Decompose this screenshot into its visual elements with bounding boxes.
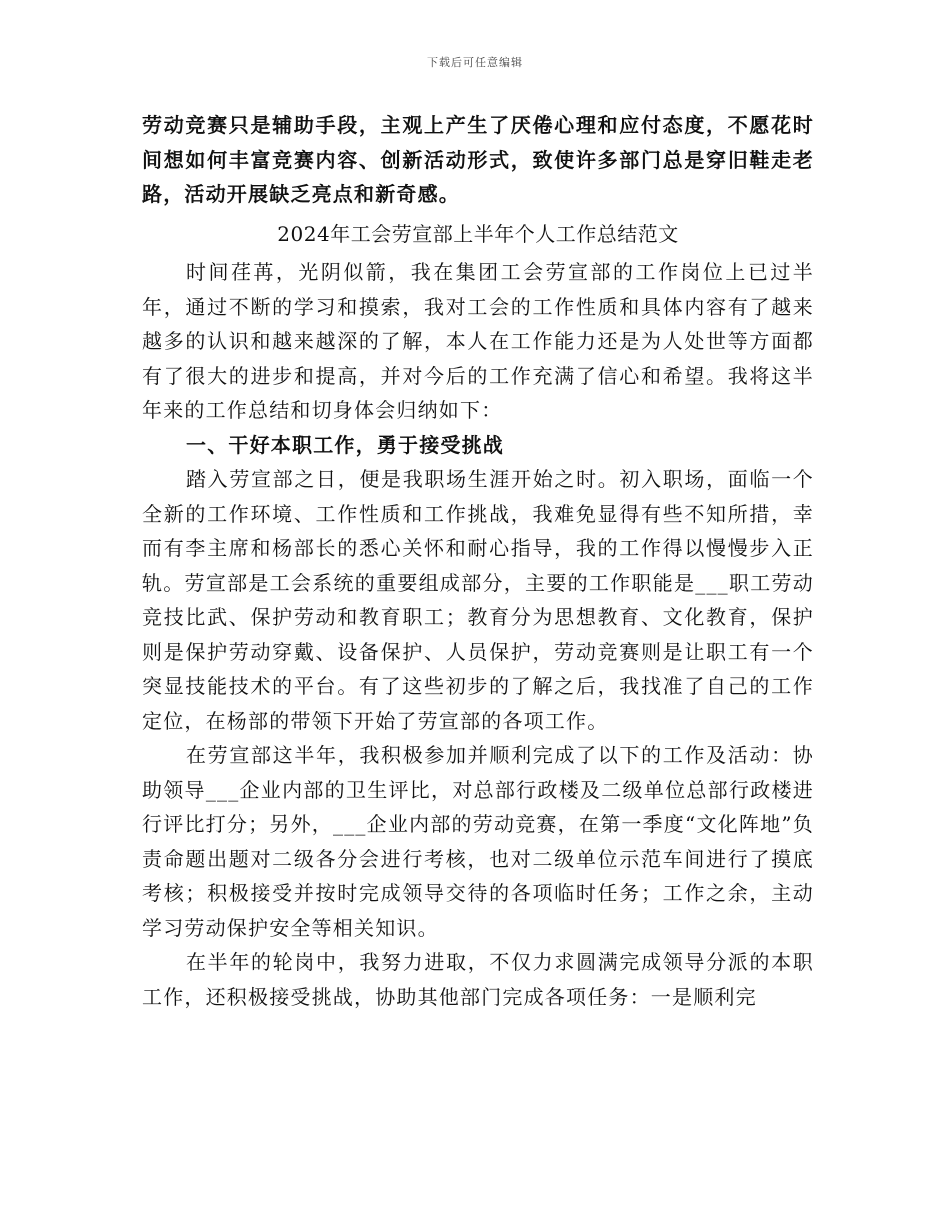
document-body: [142, 108, 814, 1014]
paragraph-rotation: 在半年的轮岗中，我努力进取，不仅力求圆满完成领导分派的本职工作，还积极接受挑战，协助其他部门完成各项任务：一是顺利完: [142, 950, 814, 1009]
page-header-note: 下载后可任意编辑: [427, 56, 523, 69]
section-heading-1: 一、干好本职工作，勇于接受挑战: [186, 432, 504, 457]
paragraph-first-day: 踏入劳宣部之日，便是我职场生涯开始之时。初入职场，面临一个全新的工作环境、工作性质和工作挑战，我难免显得有些不知所措，幸而有李主席和杨部长的悉心关怀和耐心指导，我的工作得以慢慢步入正轨。劳宣部是工会系统的重要组成部分，主要的工作职能是___职工劳动竞技比武、保护劳动和教育职工；教育分为思想教育、文化教育，保护则是保护劳动穿戴、设备保护、人员保护，劳动竞赛则是让职工有一个突显技能技术的平台。有了这些初步的了解之后，我找准了自己的工作定位，在杨部的带领下开始了劳宣部的各项工作。: [142, 467, 814, 733]
document-title: 2024年工会劳宣部上半年个人工作总结范文: [277, 221, 679, 246]
paragraph-activities: 在劳宣部这半年，我积极参加并顺利完成了以下的工作及活动：协助领导___企业内部的卫生评比，对总部行政楼及二级单位总部行政楼进行评比打分；另外，___企业内部的劳动竞赛，在第一季度“文化阵地”负责命题出题对二级各分会进行考核，也对二级单位示范车间进行了摸底考核；积极接受并按时完成领导交待的各项临时任务；工作之余，主动学习劳动保护安全等相关知识。: [142, 743, 814, 940]
paragraph-opening: 时间荏苒，光阴似箭，我在集团工会劳宣部的工作岗位上已过半年，通过不断的学习和摸索，我对工会的工作性质和具体内容有了越来越多的认识和越来越深的了解，本人在工作能力还是为人处世等方面都有了很大的进步和提高，并对今后的工作充满了信心和希望。我将这半年来的工作总结和切身体会归纳如下：: [142, 260, 814, 422]
intro-paragraph: 劳动竞赛只是辅助手段，主观上产生了厌倦心理和应付态度，不愿花时间想如何丰富竞赛内容、创新活动形式，致使许多部门总是穿旧鞋走老路，活动开展缺乏亮点和新奇感。: [142, 113, 814, 206]
